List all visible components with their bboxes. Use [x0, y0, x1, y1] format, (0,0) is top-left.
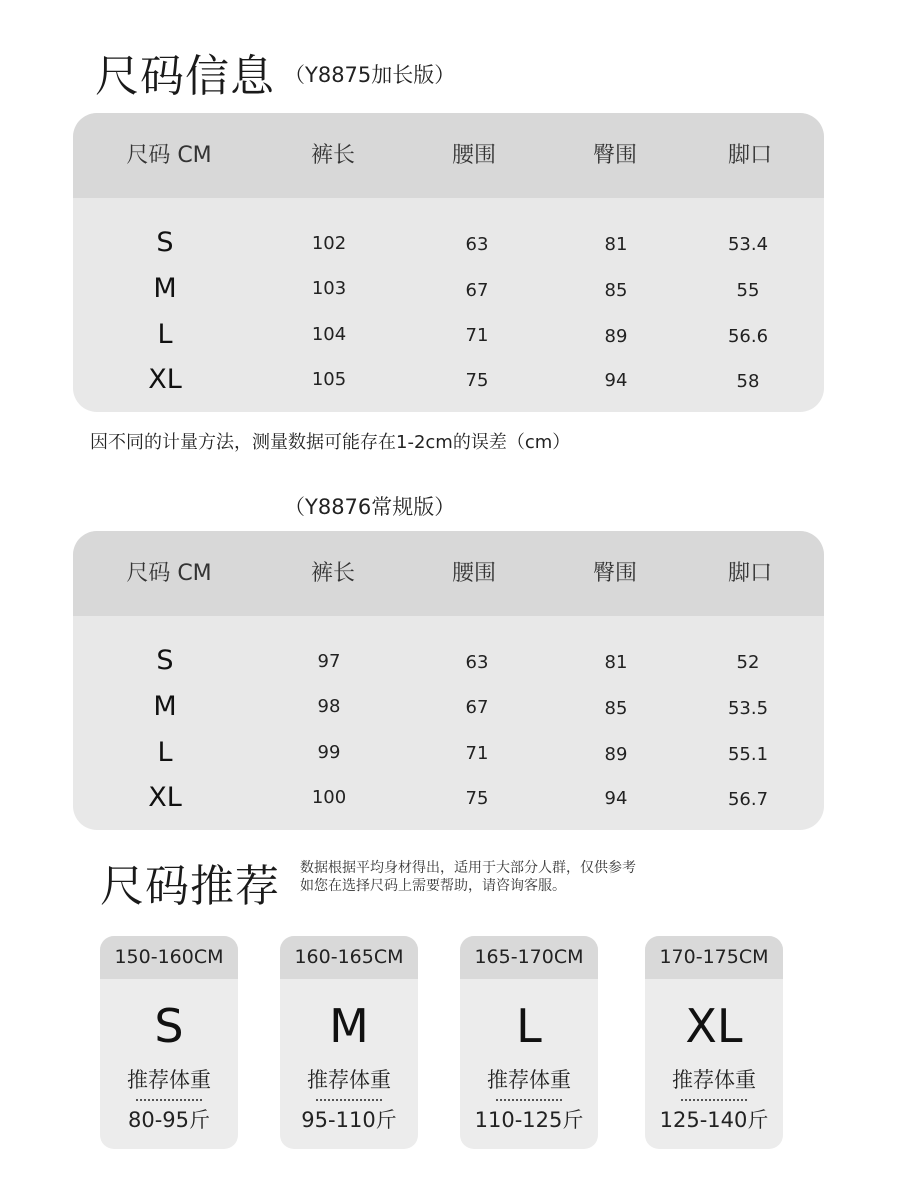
table-header: [73, 531, 824, 616]
table2-subtitle: （Y8876常规版）: [284, 495, 456, 519]
size-card-l: [460, 936, 598, 1149]
table-cell: 75: [465, 788, 489, 809]
table-cell-size: S: [156, 227, 174, 258]
recommend-desc-line1: 数据根据平均身材得出，适用于大部分人群，仅供参考: [300, 860, 636, 876]
card-size-letter: L: [516, 999, 542, 1053]
card-weight-range: 80-95斤: [127, 1108, 211, 1132]
table-cell: 89: [604, 326, 628, 347]
card-height-range: 170-175CM: [645, 936, 783, 979]
table-cell: 100: [311, 787, 347, 808]
dotted-divider: [681, 1099, 747, 1101]
header-waist: 腰围: [451, 561, 496, 586]
table-cell-size: M: [153, 691, 177, 722]
size-table-regular: [73, 531, 824, 830]
table-cell: 103: [311, 278, 347, 299]
table-cell-size: L: [157, 737, 173, 768]
card-size-letter: XL: [685, 999, 743, 1053]
card-weight-label: 推荐体重: [487, 1068, 571, 1092]
header-hem: 脚口: [727, 561, 772, 586]
table-cell-size: XL: [148, 782, 182, 813]
table-cell: 94: [604, 370, 628, 391]
table-cell: 85: [604, 698, 628, 719]
card-height-range: 150-160CM: [100, 936, 238, 979]
size-recommend-title: 尺码推荐: [100, 861, 280, 912]
dotted-divider: [496, 1099, 562, 1101]
table-cell: 52: [736, 652, 760, 673]
header-waist: 腰围: [451, 143, 496, 168]
table-cell: 85: [604, 280, 628, 301]
size-card-xl: [645, 936, 783, 1149]
table-cell: 81: [604, 652, 628, 673]
size-card-m: [280, 936, 418, 1149]
measurement-note: 因不同的计量方法，测量数据可能存在1-2cm的误差（cm）: [90, 432, 571, 453]
table-cell: 105: [311, 369, 347, 390]
card-height-range: 160-165CM: [280, 936, 418, 979]
table-cell: 63: [465, 652, 489, 673]
table-cell: 55: [736, 280, 760, 301]
card-height-range: 165-170CM: [460, 936, 598, 979]
header-hem: 脚口: [727, 143, 772, 168]
header-length: 裤长: [310, 143, 355, 168]
table-cell: 67: [465, 280, 489, 301]
size-card-s: [100, 936, 238, 1149]
table-cell: 53.5: [727, 698, 769, 719]
table1-subtitle: （Y8875加长版）: [284, 63, 456, 87]
table-cell: 97: [317, 651, 341, 672]
table-cell: 56.7: [727, 789, 769, 810]
header-size-cm: 尺码 CM: [126, 143, 212, 168]
table-header: [73, 113, 824, 198]
table-cell-size: XL: [148, 364, 182, 395]
table-cell: 55.1: [727, 744, 769, 765]
table-cell: 102: [311, 233, 347, 254]
table-cell-size: S: [156, 645, 174, 676]
table-cell: 75: [465, 370, 489, 391]
dotted-divider: [316, 1099, 382, 1101]
table-cell: 99: [317, 742, 341, 763]
table-cell: 53.4: [727, 234, 769, 255]
header-length: 裤长: [310, 561, 355, 586]
table-cell-size: L: [157, 319, 173, 350]
table-cell-size: M: [153, 273, 177, 304]
table-cell: 94: [604, 788, 628, 809]
dotted-divider: [136, 1099, 202, 1101]
size-info-title: 尺码信息: [95, 51, 275, 102]
table-cell: 104: [311, 324, 347, 345]
card-weight-range: 110-125斤: [474, 1108, 584, 1132]
card-weight-label: 推荐体重: [672, 1068, 756, 1092]
table-cell: 67: [465, 697, 489, 718]
table-cell: 63: [465, 234, 489, 255]
table-cell: 71: [465, 325, 489, 346]
size-table-long: [73, 113, 824, 412]
card-weight-label: 推荐体重: [307, 1068, 391, 1092]
card-weight-label: 推荐体重: [127, 1068, 211, 1092]
card-weight-range: 95-110斤: [301, 1108, 397, 1132]
card-weight-range: 125-140斤: [659, 1108, 769, 1132]
recommend-desc-line2: 如您在选择尺码上需要帮助，请咨询客服。: [300, 878, 566, 894]
header-hip: 臀围: [592, 143, 637, 168]
header-size-cm: 尺码 CM: [126, 561, 212, 586]
table-cell: 58: [736, 371, 760, 392]
table-cell: 71: [465, 743, 489, 764]
table-cell: 56.6: [727, 326, 769, 347]
card-size-letter: S: [154, 999, 184, 1053]
table-cell: 98: [317, 696, 341, 717]
table-cell: 89: [604, 744, 628, 765]
table-cell: 81: [604, 234, 628, 255]
card-size-letter: M: [329, 999, 369, 1053]
header-hip: 臀围: [592, 561, 637, 586]
